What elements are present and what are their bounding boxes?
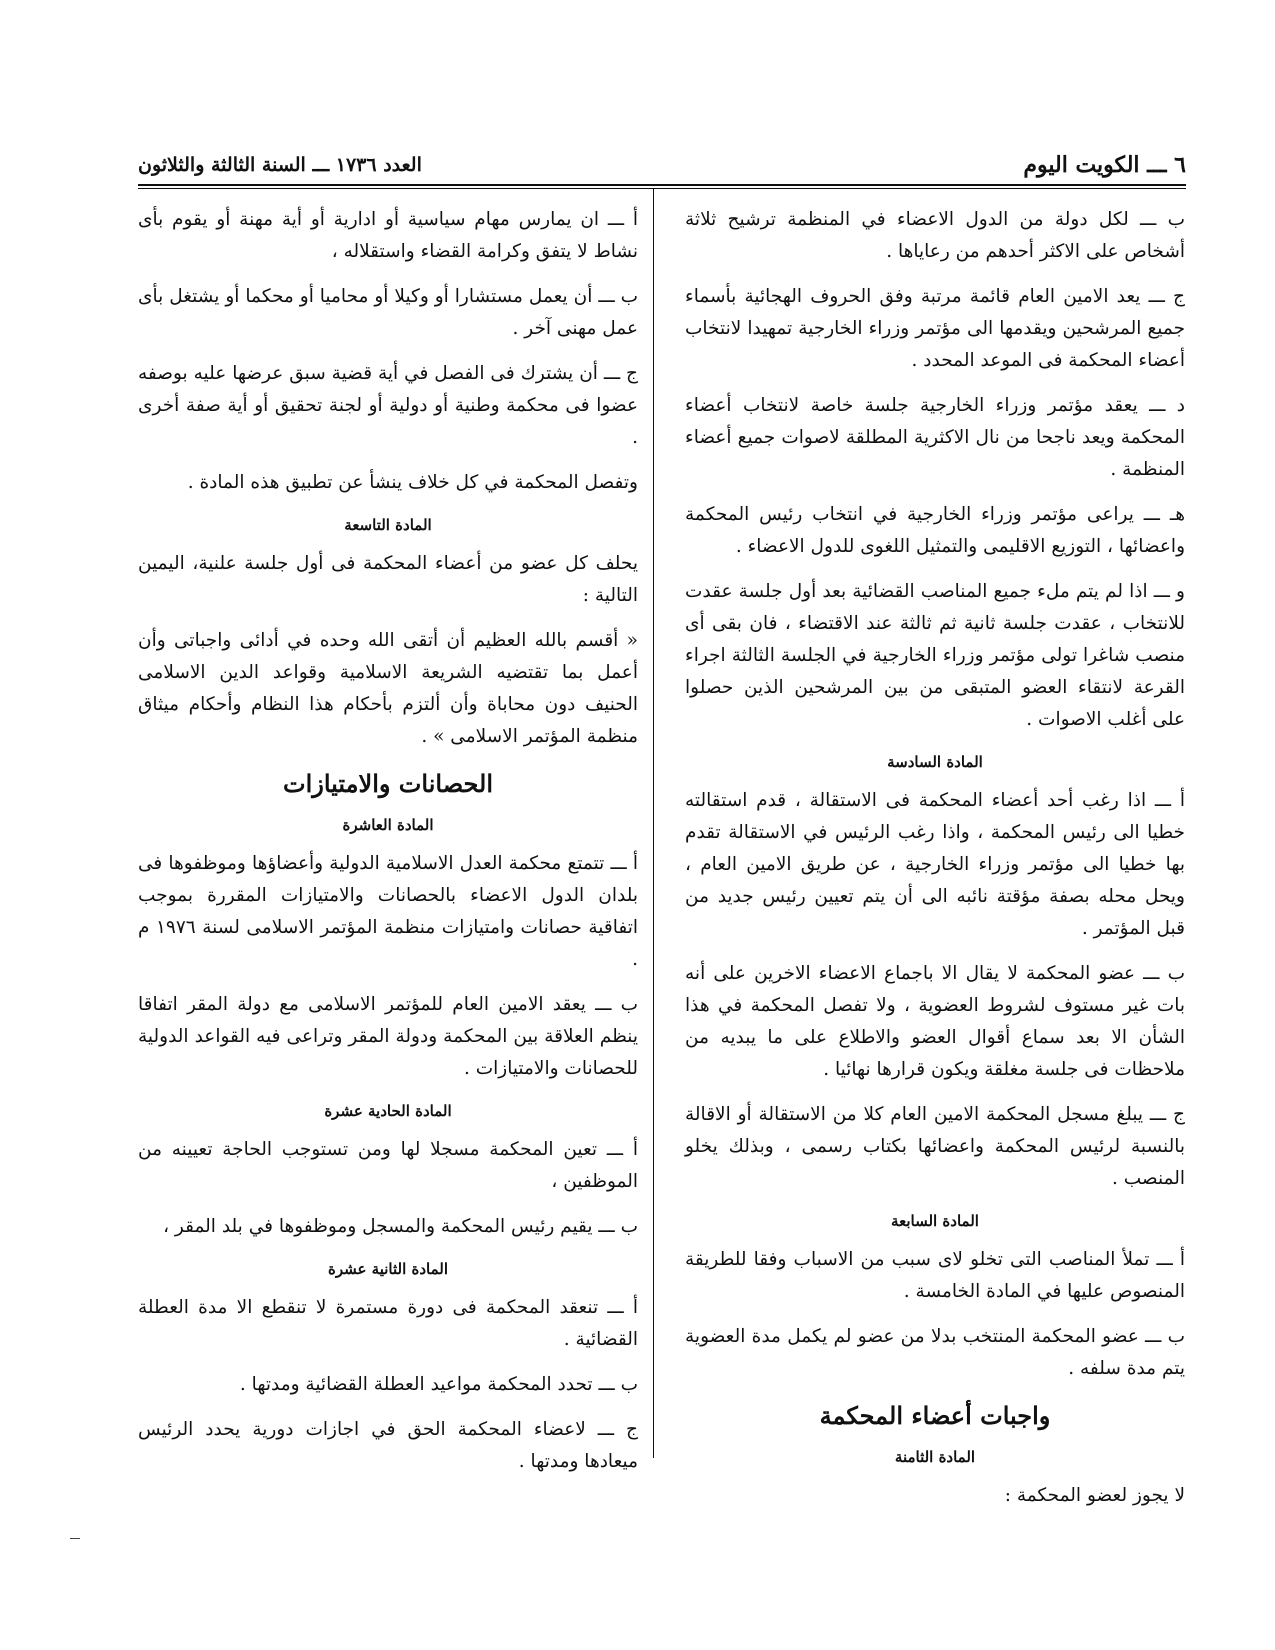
paragraph: وتفصل المحكمة في كل خلاف ينشأ عن تطبيق هذه المادة . (187, 472, 638, 493)
paragraph: ب ـــ عضو المحكمة المنتخب بدلا من عضو لم يكمل مدة العضوية يتم مدة سلفه . (685, 1326, 1185, 1379)
article-heading: المادة الحادية عشرة (324, 1102, 452, 1120)
paragraph: ج ـــ يعد الامين العام قائمة مرتبة وفق الحروف الهجائية بأسماء جميع المرشحين ويقدمها الى مؤتمر وزراء الخارجية تمهيدا لانتخاب أعضاء المحكمة فى الموعد المحدد . (685, 286, 1185, 371)
section-heading: واجبات أعضاء المحكمة (819, 1401, 1051, 1430)
header-rule-thin (138, 188, 1186, 189)
paragraph: ج ـــ لاعضاء المحكمة الحق في اجازات دورية يحدد الرئيس ميعادها ومدتها . (138, 1419, 638, 1472)
article-heading: المادة الثامنة (894, 1448, 976, 1466)
paragraph: أ ـــ تعين المحكمة مسجلا لها ومن تستوجب الحاجة تعيينه من الموظفين ، (138, 1139, 638, 1192)
paragraph: ب ـــ لكل دولة من الدول الاعضاء في المنظمة ترشيح ثلاثة أشخاص على الاكثر أحدهم من رعاياها . (685, 209, 1185, 262)
paragraph: ج ـــ يبلغ مسجل المحكمة الامين العام كلا من الاستقالة أو الاقالة بالنسبة لرئيس المحكمة واعضائها بكتاب رسمى ، وبذلك يخلو المنصب . (685, 1104, 1185, 1189)
issue-info: العدد ١٧٣٦ ـــ السنة الثالثة والثلاثون (138, 154, 422, 176)
paragraph: لا يجوز لعضو المحكمة : (1004, 1485, 1185, 1506)
left-column (138, 204, 638, 1491)
header-rule (138, 184, 1186, 186)
paragraph: ب ـــ تحدد المحكمة مواعيد العطلة القضائية ومدتها . (239, 1374, 638, 1395)
paragraph: أ ـــ تتمتع محكمة العدل الاسلامية الدولية وأعضاؤها وموظفوها فى بلدان الدول الاعضاء بالحصانات والامتيازات المقررة بموجب اتفاقية حصانات وامتيازات منظمة المؤتمر الاسلامى لسنة ١٩٧٦ م . (138, 853, 639, 970)
paragraph: و ـــ اذا لم يتم ملء جميع المناصب القضائية بعد أول جلسة عقدت للانتخاب ، عقدت جلسة ثانية ثم ثالثة عند الاقتضاء ، فان بقى أى منصب شاغرا تولى مؤتمر وزراء الخارجية في الجلسة الثالثة اجراء القرعة لانتقاء العضو المتبقى من بين المرشحين الذين حصلوا على أغلب الاصوات . (685, 581, 1185, 730)
page-header (138, 152, 1186, 180)
paragraph: ب ـــ عضو المحكمة لا يقال الا باجماع الاعضاء الاخرين على أنه بات غير مستوف لشروط العضوية ، ولا تفصل المحكمة في هذا الشأن الا بعد سماع أقوال العضو والاطلاع على ما يبديه من ملاحظات فى جلسة مغلقة ويكون قرارها نهائيا . (685, 963, 1185, 1080)
oath-text: « أقسم بالله العظيم أن أتقى الله وحده في أدائى واجباتى وأن أعمل بما تقتضيه الشريعة الاسلامية وقواعد الدين الاسلامى الحنيف دون محاباة وأن ألتزم بأحكام هذا النظام وأحكام ميثاق منظمة المؤتمر الاسلامى » . (138, 630, 638, 747)
article-heading: المادة السادسة (887, 753, 983, 771)
page-title: ٦ ـــ الكويت اليوم (1023, 152, 1186, 178)
paragraph: أ ـــ اذا رغب أحد أعضاء المحكمة فى الاستقالة ، قدم استقالته خطيا الى رئيس المحكمة ، واذا رغب الرئيس في الاستقالة تقدم بها خطيا الى مؤتمر وزراء الخارجية ، عن طريق الامين العام ، ويحل محله بصفة مؤقتة نائبه الى أن يتم تعيين رئيس جديد من قبل المؤتمر . (685, 790, 1185, 939)
paragraph: أ ـــ تنعقد المحكمة فى دورة مستمرة لا تنقطع الا مدة العطلة القضائية . (138, 1297, 638, 1350)
paragraph: د ـــ يعقد مؤتمر وزراء الخارجية جلسة خاصة لانتخاب أعضاء المحكمة ويعد ناجحا من نال الاكثرية المطلقة لاصوات جميع أعضاء المنظمة . (685, 395, 1185, 480)
paragraph: ب ـــ يعقد الامين العام للمؤتمر الاسلامى مع دولة المقر اتفاقا ينظم العلاقة بين المحكمة ودولة المقر وتراعى فيه القواعد الدولية للحصانات والامتيازات . (138, 994, 638, 1079)
paragraph: ب ـــ أن يعمل مستشارا أو وكيلا أو محاميا أو محكما أو يشتغل بأى عمل مهنى آخر . (138, 286, 638, 339)
paragraph: هـ ـــ يراعى مؤتمر وزراء الخارجية في انتخاب رئيس المحكمة واعضائها ، التوزيع الاقليمى والتمثيل اللغوى للدول الاعضاء . (685, 504, 1185, 557)
paragraph: أ ـــ تملأ المناصب التى تخلو لاى سبب من الاسباب وفقا للطريقة المنصوص عليها في المادة الخامسة . (685, 1249, 1185, 1302)
article-heading: المادة السابعة (891, 1212, 979, 1230)
column-divider (653, 188, 654, 1458)
paragraph: يحلف كل عضو من أعضاء المحكمة فى أول جلسة علنية، اليمين التالية : (138, 553, 638, 606)
paragraph: ج ـــ أن يشترك فى الفصل في أية قضية سبق عرضها عليه بوصفه عضوا فى محكمة وطنية أو دولية أو لجنة تحقيق أو أية صفة أخرى . (138, 363, 638, 448)
paragraph: أ ـــ ان يمارس مهام سياسية أو ادارية أو أية مهنة أو يقوم بأى نشاط لا يتفق وكرامة القضاء واستقلاله ، (138, 209, 638, 262)
scan-mark (70, 1538, 80, 1539)
article-heading: المادة الثانية عشرة (327, 1260, 448, 1278)
paragraph: ب ـــ يقيم رئيس المحكمة والمسجل وموظفوها في بلد المقر ، (163, 1216, 638, 1237)
right-column (685, 204, 1185, 1525)
article-heading: المادة العاشرة (342, 816, 434, 834)
section-heading: الحصانات والامتيازات (283, 769, 493, 798)
article-heading: المادة التاسعة (344, 516, 432, 534)
